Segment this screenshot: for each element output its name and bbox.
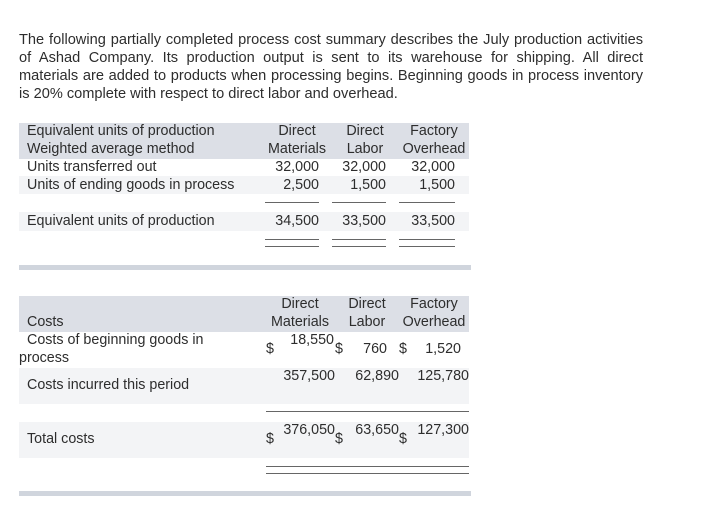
cost-col-dm-line1: Direct bbox=[281, 296, 319, 312]
cost-total-dl-currency: $ bbox=[335, 431, 343, 447]
eu-col-oh-line1: Factory bbox=[410, 123, 458, 139]
eu-header-title: Equivalent units of production bbox=[27, 123, 215, 139]
cost-col-oh-line2: Overhead bbox=[402, 314, 466, 330]
eu-double-rule-dm-a bbox=[265, 239, 319, 240]
eu-row-transferred-oh: 32,000 bbox=[411, 159, 455, 175]
eu-total-dl: 33,500 bbox=[342, 213, 386, 229]
eu-header-method: Weighted average method bbox=[27, 141, 195, 157]
eu-col-dl-line1: Direct bbox=[346, 123, 384, 139]
eu-total-label: Equivalent units of production bbox=[27, 213, 215, 229]
cost-beginning-dm-currency: $ bbox=[266, 341, 274, 357]
cost-incurred-dl: 62,890 bbox=[355, 368, 399, 384]
cost-double-rule-b bbox=[266, 473, 469, 474]
eu-subtotal-rule-oh bbox=[399, 202, 455, 203]
cost-col-dm-line2: Materials bbox=[271, 314, 329, 330]
eu-row-ending-dm: 2,500 bbox=[283, 177, 319, 193]
eu-row-transferred-label: Units transferred out bbox=[27, 159, 157, 175]
section-divider-top bbox=[19, 265, 471, 270]
eu-double-rule-dm-b bbox=[265, 246, 319, 247]
eu-col-dl-line2: Labor bbox=[346, 141, 384, 157]
cost-beginning-oh-currency: $ bbox=[399, 341, 407, 357]
cost-total-oh-currency: $ bbox=[399, 431, 407, 447]
eu-double-rule-oh-b bbox=[399, 246, 455, 247]
eu-col-oh-line2: Overhead bbox=[402, 141, 466, 157]
cost-beginning-oh: 1,520 bbox=[425, 341, 461, 357]
cost-total-dl: 63,650 bbox=[355, 422, 399, 438]
cost-beginning-label-line2: process bbox=[19, 350, 70, 366]
cost-total-dm: 376,050 bbox=[283, 422, 335, 438]
cost-total-oh: 127,300 bbox=[417, 422, 469, 438]
cost-incurred-oh: 125,780 bbox=[417, 368, 469, 384]
cost-beginning-dl: 760 bbox=[363, 341, 387, 357]
cost-col-oh-line1: Factory bbox=[410, 296, 458, 312]
cost-incurred-label: Costs incurred this period bbox=[27, 377, 190, 393]
eu-total-dm: 34,500 bbox=[275, 213, 319, 229]
cost-col-dl-line1: Direct bbox=[348, 296, 386, 312]
eu-double-rule-oh-a bbox=[399, 239, 455, 240]
eu-row-ending-label: Units of ending goods in process bbox=[27, 177, 235, 193]
eu-subtotal-rule-dm bbox=[265, 202, 319, 203]
eu-col-dm-line2: Materials bbox=[268, 141, 326, 157]
eu-row-ending-oh: 1,500 bbox=[419, 177, 455, 193]
cost-subtotal-rule bbox=[266, 411, 469, 412]
cost-double-rule-a bbox=[266, 466, 469, 467]
eu-total-oh: 33,500 bbox=[411, 213, 455, 229]
eu-row-transferred-dl: 32,000 bbox=[342, 159, 386, 175]
cost-col-dl-line2: Labor bbox=[348, 314, 386, 330]
eu-row-ending-dl: 1,500 bbox=[350, 177, 386, 193]
cost-total-label: Total costs bbox=[27, 431, 95, 447]
cost-beginning-label-line1: Costs of beginning goods in bbox=[27, 332, 204, 348]
cost-incurred-dm: 357,500 bbox=[283, 368, 335, 384]
cost-beginning-dl-currency: $ bbox=[335, 341, 343, 357]
intro-paragraph: The following partially completed process cost summary describes the July production activities of Ashad Company. Its production output is sent to its warehouse for shipping. All direct materials are added to products when processing begins. Beginning goods in process inventory is 20% complete with respect to direct labor and overhead. bbox=[19, 32, 643, 102]
eu-row-transferred-dm: 32,000 bbox=[275, 159, 319, 175]
eu-double-rule-dl-a bbox=[332, 239, 386, 240]
cost-header-label: Costs bbox=[27, 314, 64, 330]
eu-col-dm-line1: Direct bbox=[278, 123, 316, 139]
section-divider-bottom bbox=[19, 491, 471, 496]
eu-double-rule-dl-b bbox=[332, 246, 386, 247]
eu-subtotal-rule-dl bbox=[332, 202, 386, 203]
cost-beginning-dm: 18,550 bbox=[290, 332, 334, 348]
cost-total-dm-currency: $ bbox=[266, 431, 274, 447]
